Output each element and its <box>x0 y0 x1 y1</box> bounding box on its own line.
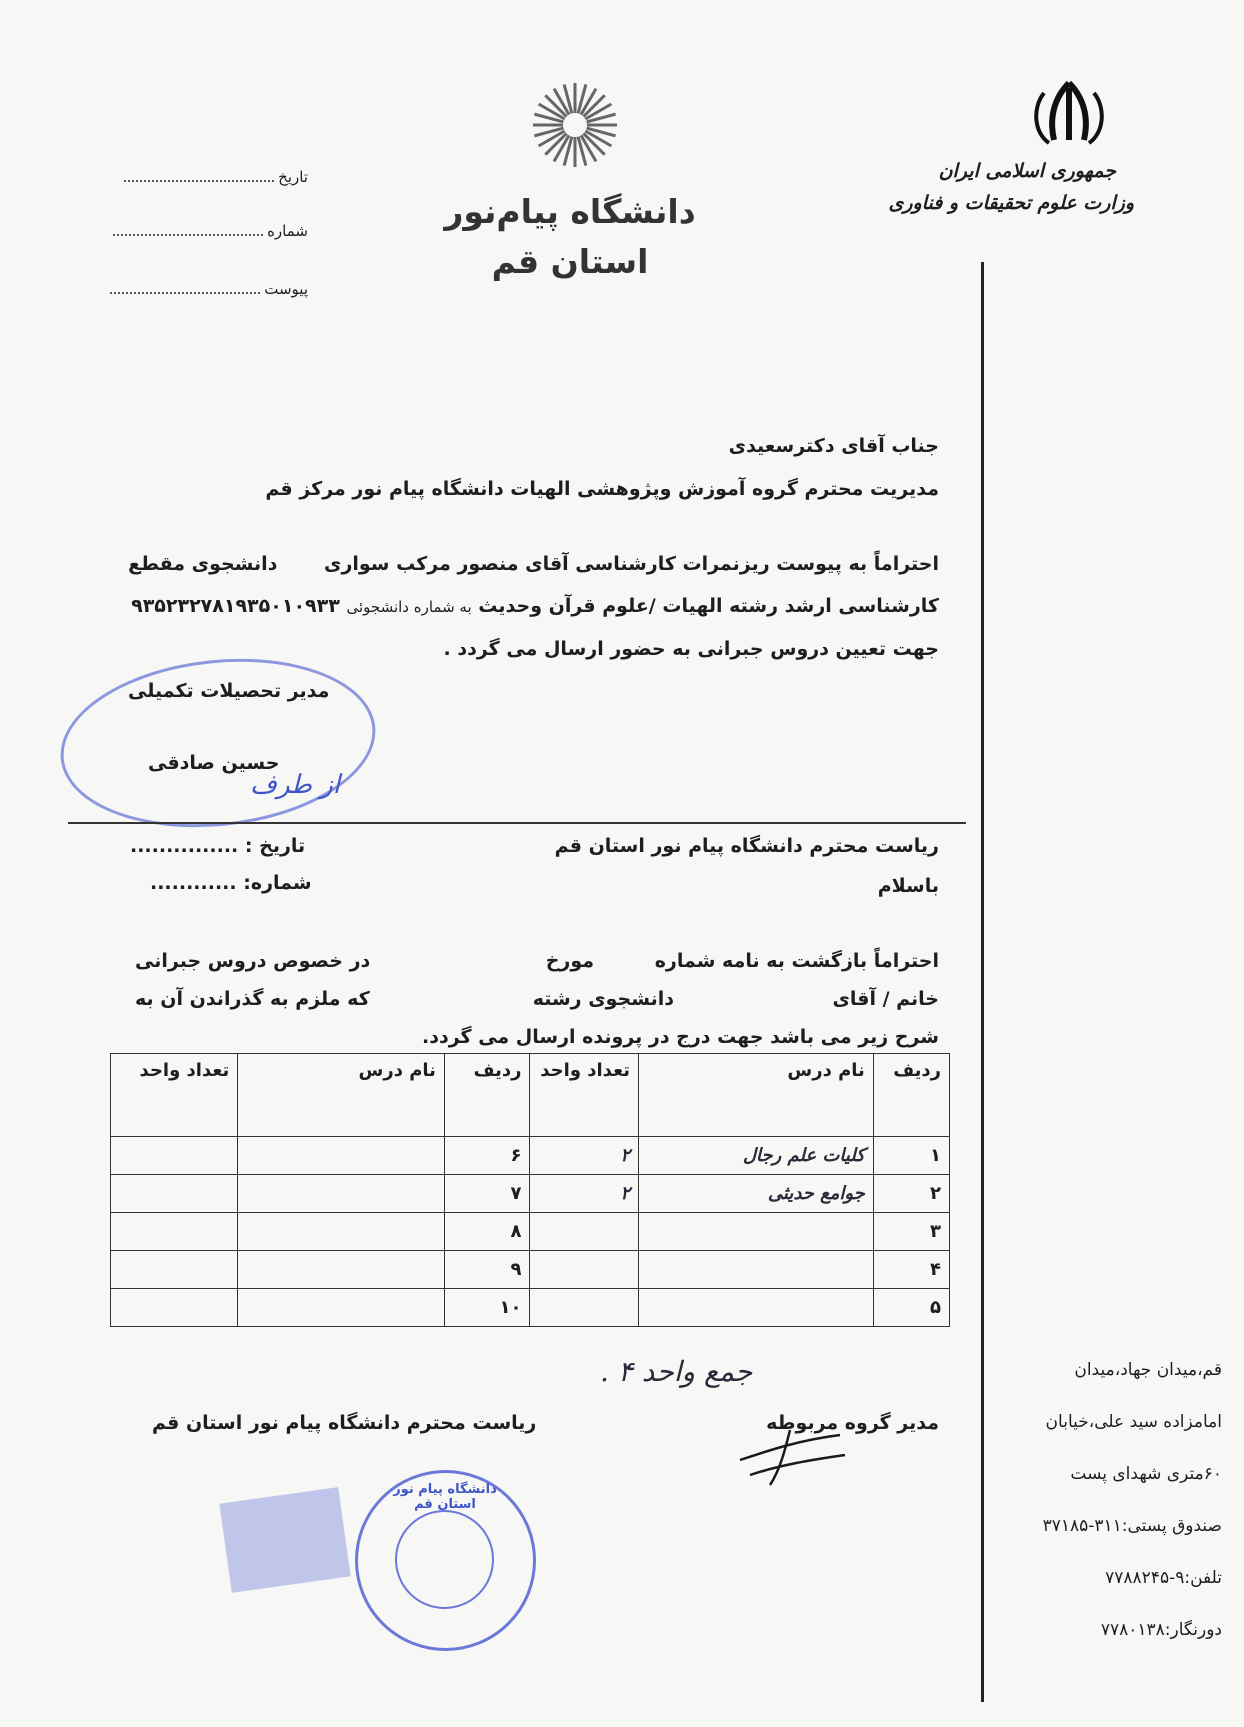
reply-greeting: باسلام <box>877 875 939 897</box>
course-name-2 <box>238 1251 445 1289</box>
body-line-1 <box>128 553 939 575</box>
reply-line-1b: مورخ <box>545 950 594 972</box>
reply-line-2b: دانشجوی رشته <box>532 988 674 1010</box>
meta-date <box>68 168 308 186</box>
footer-line-3: ۶۰متری شهدای پست <box>1070 1464 1222 1484</box>
body-line-2b: به شماره دانشجوئی <box>346 598 472 616</box>
student-number: ۹۳۵۲۳۲۷۸۱۹۳۵۰۱۰۹۳۳ <box>131 595 340 617</box>
row-number: ۳ <box>873 1213 949 1251</box>
col-row-number: ردیف <box>873 1054 949 1137</box>
addressee-title: مدیریت محترم گروه آموزش وپژوهشی الهیات دانشگاه پیام نور مرکز قم <box>265 478 939 500</box>
course-units-2 <box>111 1137 238 1175</box>
signer-name: حسین صادقی <box>148 752 280 774</box>
date-label: تاریخ <box>278 168 308 186</box>
meta-attachment <box>68 280 308 298</box>
course-units <box>530 1251 639 1289</box>
university-logo-icon <box>530 80 620 170</box>
course-name <box>639 1289 874 1327</box>
footer-line-4: صندوق پستی:۳۱۱-۳۷۱۸۵ <box>1042 1516 1222 1536</box>
row-number-2: ۸ <box>444 1213 530 1251</box>
table-row <box>111 1213 950 1251</box>
col-units-2: تعداد واحد <box>111 1054 238 1137</box>
president-label: ریاست محترم دانشگاه پیام نور استان قم <box>152 1412 537 1434</box>
col-course-name: نام درس <box>639 1054 874 1137</box>
course-name-2 <box>238 1137 445 1175</box>
ministry-line: وزارت علوم تحقیقات و فناوری <box>888 192 1134 214</box>
course-name: کلیات علم رجال <box>639 1137 874 1175</box>
stamp-inner-ring <box>395 1510 494 1609</box>
row-number: ۱ <box>873 1137 949 1175</box>
oval-stamp <box>52 644 384 842</box>
course-units <box>530 1289 639 1327</box>
body-line-3: جهت تعیین دروس جبرانی به حضور ارسال می گردد . <box>443 638 939 660</box>
reply-to: ریاست محترم دانشگاه پیام نور استان قم <box>554 835 939 857</box>
reply-number-label: شماره: <box>243 872 312 894</box>
body-line-2 <box>131 595 939 617</box>
course-name: جوامع حدیثی <box>639 1175 874 1213</box>
course-units: ۲ <box>530 1137 639 1175</box>
reply-date-dots: ............... <box>130 835 239 857</box>
row-number: ۵ <box>873 1289 949 1327</box>
course-name <box>639 1251 874 1289</box>
reply-line-3: شرح زیر می باشد جهت درج در پرونده ارسال می گردد. <box>422 1026 939 1048</box>
course-name-2 <box>238 1175 445 1213</box>
reply-date-label: تاریخ : <box>244 835 306 857</box>
footer-line-1: قم،میدان جهاد،میدان <box>1074 1360 1222 1380</box>
reply-line-2c: که ملزم به گذراندن آن به <box>135 988 370 1010</box>
handwritten-total: جمع واحد ۴ . <box>600 1355 753 1388</box>
addressee: جناب آقای دکترسعیدی <box>728 435 939 457</box>
reply-date <box>130 835 305 857</box>
reply-line-2a: خانم / آقای <box>832 988 939 1010</box>
dept-head-signature-icon <box>730 1420 850 1490</box>
meta-number <box>68 222 308 240</box>
iran-emblem-icon <box>1024 78 1114 148</box>
course-units: ۲ <box>530 1175 639 1213</box>
table-row <box>111 1175 950 1213</box>
university-name: دانشگاه پیام‌نور <box>444 192 696 231</box>
row-number-2: ۶ <box>444 1137 530 1175</box>
table-header-row <box>111 1054 950 1137</box>
row-number: ۲ <box>873 1175 949 1213</box>
course-units-2 <box>111 1251 238 1289</box>
courses-table <box>110 1053 950 1327</box>
footer-line-6: دورنگار:۷۷۸۰۱۳۸ <box>1100 1620 1222 1640</box>
body-line-1b: دانشجوی مقطع <box>128 553 278 575</box>
row-number-2: ۹ <box>444 1251 530 1289</box>
table-row <box>111 1289 950 1327</box>
course-name <box>639 1213 874 1251</box>
course-units-2 <box>111 1175 238 1213</box>
body-line-2a: کارشناسی ارشد رشته الهیات /علوم قرآن وحدیث <box>478 595 939 617</box>
footer-line-5: تلفن:۹-۷۷۸۸۲۴۵ <box>1105 1568 1222 1588</box>
stamp-text: دانشگاه پیام نور استان قم <box>393 1482 497 1512</box>
signer-title: مدیر تحصیلات تکمیلی <box>128 680 330 702</box>
attachment-label: پیوست <box>264 280 308 298</box>
body-line-1a: احتراماً به پیوست ریزنمرات کارشناسی آقای منصور مرکب سواری <box>324 553 939 575</box>
course-units-2 <box>111 1289 238 1327</box>
row-number: ۴ <box>873 1251 949 1289</box>
course-name-2 <box>238 1213 445 1251</box>
row-number-2: ۱۰ <box>444 1289 530 1327</box>
reply-line-1a: احتراماً بازگشت به نامه شماره <box>654 950 939 972</box>
section-divider <box>68 822 966 824</box>
col-units: تعداد واحد <box>530 1054 639 1137</box>
number-label: شماره <box>267 222 308 240</box>
course-units <box>530 1213 639 1251</box>
reply-number-dots: ............ <box>150 872 237 894</box>
footer-line-2: امامزاده سید علی،خیابان <box>1045 1412 1222 1432</box>
course-units-2 <box>111 1213 238 1251</box>
col-course-name-2: نام درس <box>238 1054 445 1137</box>
row-number-2: ۷ <box>444 1175 530 1213</box>
signature: از طرف <box>250 770 341 800</box>
course-name-2 <box>238 1289 445 1327</box>
table-row <box>111 1251 950 1289</box>
reply-number <box>150 872 312 894</box>
ink-stamp-smudge <box>219 1487 350 1593</box>
reply-line-1c: در خصوص دروس جبرانی <box>135 950 371 972</box>
margin-divider <box>981 262 984 1702</box>
col-row-number-2: ردیف <box>444 1054 530 1137</box>
dept-head-label: مدیر گروه مربوطه <box>766 1412 939 1434</box>
government-line: جمهوری اسلامی ایران <box>938 160 1116 182</box>
table-row <box>111 1137 950 1175</box>
university-province: استان قم <box>491 242 649 281</box>
